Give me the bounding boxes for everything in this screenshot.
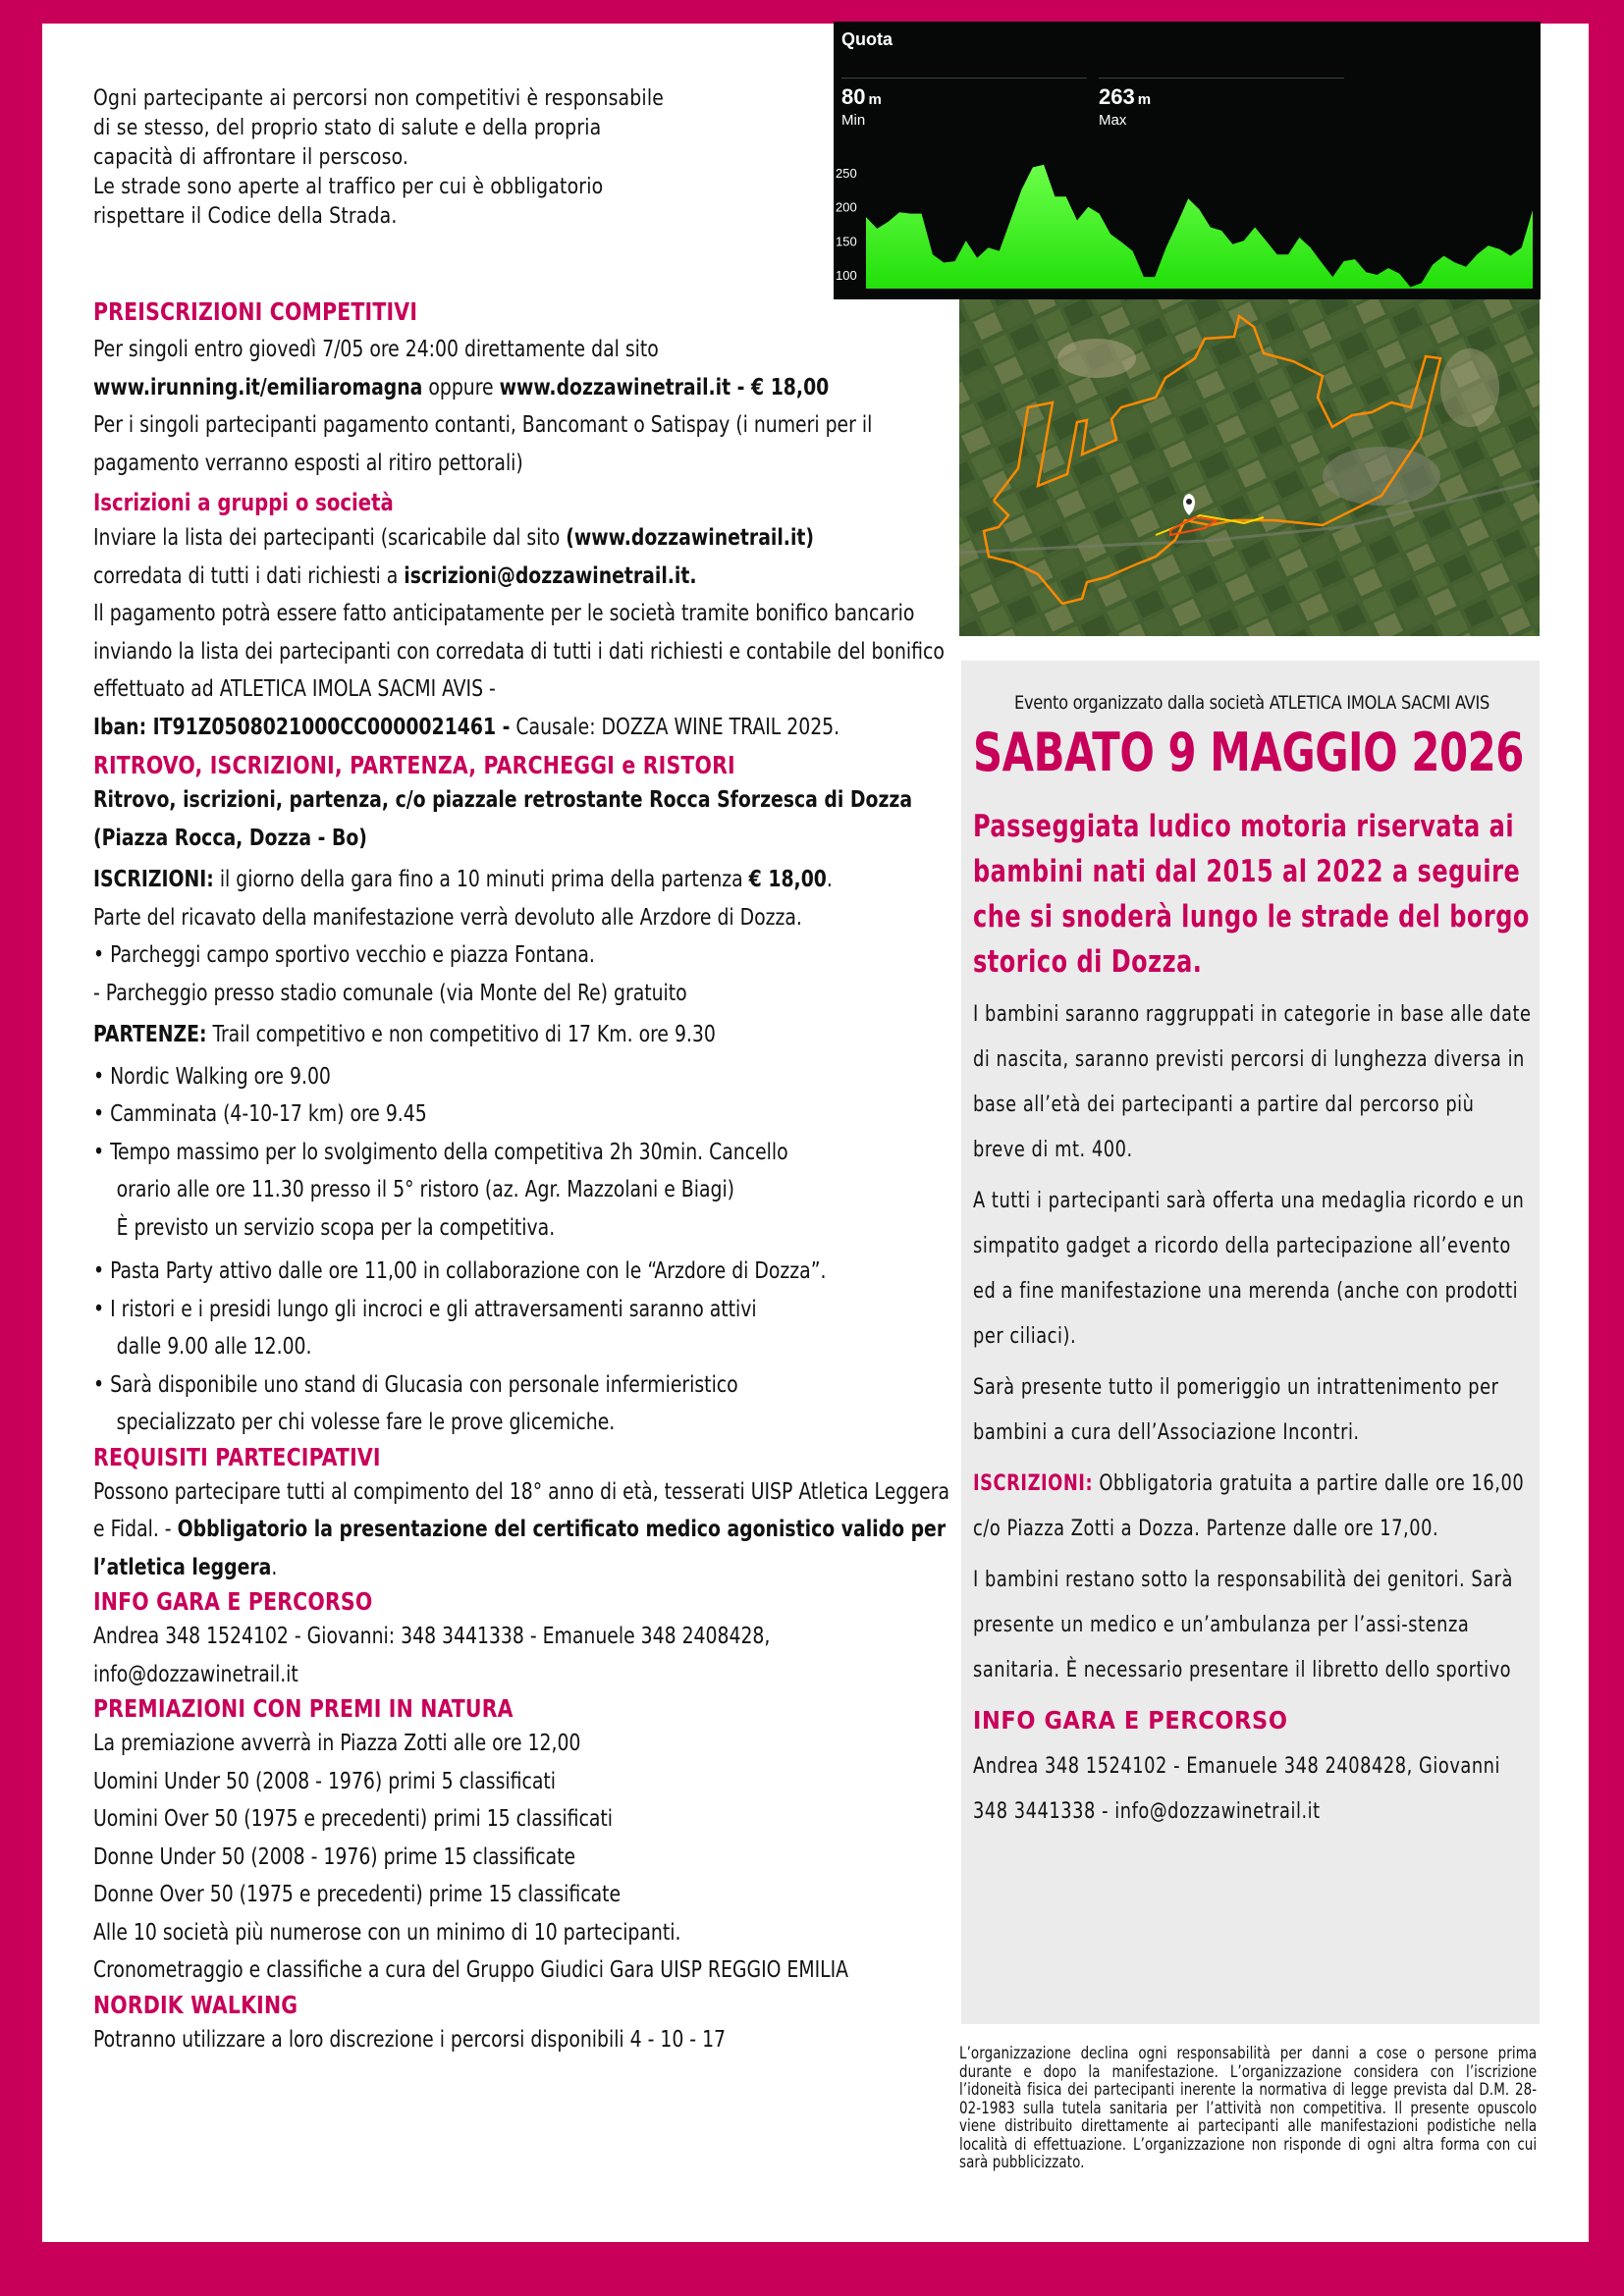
preiscrizioni-line-1: Per singoli entro giovedì 7/05 ore 24:00 direttamente dal sito xyxy=(93,337,659,362)
iscrizioni-price: € 18,00 xyxy=(748,867,827,892)
glucasia-line-1: • Sarà disponibile uno stand di Glucasia con personale infermieristico xyxy=(93,1371,738,1398)
max-value-number: 263 xyxy=(1099,84,1135,109)
kids-iscrizioni-label: ISCRIZIONI: xyxy=(973,1471,1094,1496)
premiazioni-line: Donne Over 50 (1975 e precedenti) prime 15 classificate xyxy=(93,1882,622,1907)
kids-paragraph-2: A tutti i partecipanti sarà offerta una medaglia ricordo e un simpatito gadget a ricordo della partecipazione all’evento ed a fine manifestazione una merenda (anche con prodotti per ciliaci). xyxy=(973,1189,1525,1349)
iban-line xyxy=(93,709,957,747)
max-value-unit: m xyxy=(1137,91,1152,108)
requisiti-text xyxy=(93,1473,957,1587)
tempo-line-3: È previsto un servizio scopa per la competitiva. xyxy=(116,1214,556,1241)
min-elevation-label: Min xyxy=(841,112,866,129)
kids-paragraph-3: Sarà presente tutto il pomeriggio un intrattenimento per bambini a cura dell’Associazione Incontri. xyxy=(973,1375,1499,1445)
iscrizioni-giorno-gara xyxy=(93,861,957,899)
gruppi-site-link[interactable]: (www.dozzawinetrail.it) xyxy=(566,525,815,551)
max-elevation-label: Max xyxy=(1099,112,1127,129)
route-map[interactable] xyxy=(959,299,1540,636)
requisiti-end: . xyxy=(271,1554,278,1580)
section-title-info-gara: INFO GARA E PERCORSO xyxy=(93,1587,373,1616)
event-date: SABATO 9 MAGGIO 2026 xyxy=(973,721,1524,783)
iscrizioni-text: il giorno della gara fino a 10 minuti prima della partenza xyxy=(213,867,749,892)
nordik-text: Potranno utilizzare a loro discrezione i percorsi disponibili 4 - 10 - 17 xyxy=(93,2026,727,2053)
elevation-chart xyxy=(834,22,1541,299)
y-tick-label: 200 xyxy=(836,199,857,215)
iscrizioni-email-link[interactable]: iscrizioni@dozzawinetrail.it. xyxy=(404,562,697,589)
gruppi-line-1 xyxy=(93,519,957,558)
info-gara-contacts: Andrea 348 1524102 - Giovanni: 348 3441338 - Emanuele 348 2408428, info@dozzawinetrail.it xyxy=(93,1624,771,1687)
bullet-tempo-massimo xyxy=(93,1134,957,1248)
kids-info-title: INFO GARA E PERCORSO xyxy=(973,1706,1288,1735)
ristori-line-2: dalle 9.00 alle 12.00. xyxy=(116,1334,312,1360)
kids-walk-lead: Passeggiata ludico motoria riservata ai bambini nati dal 2015 al 2022 a seguire che si snoderà lungo le strade del borgo storico di Dozza. xyxy=(973,809,1530,980)
irunning-link[interactable]: www.irunning.it/emiliaromagna xyxy=(93,374,423,400)
kids-iscrizioni-text: Obbligatoria gratuita a partire dalle ore 16,00 c/o Piazza Zotti a Dozza. Partenze dalle ore 17,00. xyxy=(973,1471,1525,1541)
premiazioni-line: La premiazione avverrà in Piazza Zotti alle ore 12,00 xyxy=(93,1731,581,1756)
partenze-label: PARTENZE: xyxy=(93,1022,207,1047)
causale-text: Causale: DOZZA WINE TRAIL 2025. xyxy=(510,714,840,740)
gruppi-text-b: corredata di tutti i dati richiesti a xyxy=(93,562,405,589)
min-value-number: 80 xyxy=(841,84,866,109)
oppure-text: oppure xyxy=(422,374,500,400)
kids-paragraph-4: I bambini restano sotto la responsabilità dei genitori. Sarà presente un medico e un’ambulanza per l’assi-stenza sanitaria. È necessario presentare il libretto dello sportivo xyxy=(973,1568,1513,1682)
y-tick-label: 100 xyxy=(836,268,857,283)
premiazioni-line: Donne Under 50 (2008 - 1976) prime 15 classificate xyxy=(93,1843,576,1870)
preiscrizioni-payment: Per i singoli partecipanti pagamento contanti, Bancomant o Satispay (i numeri per il pagamento verranno esposti al ritiro pettorali) xyxy=(93,412,873,476)
parcheggio-item-1: • Parcheggi campo sportivo vecchio e piazza Fontana. xyxy=(93,942,595,968)
intro-paragraph: Ogni partecipante ai percorsi non competitivi è responsabile di se stesso, del proprio stato di salute e della propria capacità di affrontare il perscoso. Le strade sono aperte al traffico per cui è obbligatorio rispettare il Codice della Strada. xyxy=(93,85,665,229)
glucasia-line-2: specializzato per chi volesse fare le prove glicemiche. xyxy=(116,1410,616,1435)
kids-info-contacts: Andrea 348 1524102 - Emanuele 348 2408428, Giovanni 348 3441338 - info@dozzawinetrail.it xyxy=(973,1754,1501,1824)
requisiti-plain: Possono partecipare tutti al compimento del 18° anno di età, tesserati UISP Atletica Leggera e Fidal. - xyxy=(93,1478,949,1542)
dozza-site-link[interactable]: www.dozzawinetrail.it - € 18,00 xyxy=(499,374,830,400)
section-title-gruppi: Iscrizioni a gruppi o società xyxy=(93,489,394,516)
tempo-line-2: orario alle ore 11.30 presso il 5° ristoro (az. Agr. Mazzolani e Biagi) xyxy=(116,1177,735,1202)
gruppi-payment: Il pagamento potrà essere fatto anticipatamente per le società tramite bonifico bancario inviando la lista dei partecipanti con corredata di tutti i dati richiesti e contabile del bonifico effettuato ad ATLETICA IMOLA SACMI AVIS - xyxy=(93,601,945,702)
bullet-glucasia xyxy=(93,1366,957,1442)
partenze-line xyxy=(93,1016,957,1054)
premiazioni-line: Cronometraggio e classifiche a cura del Gruppo Giudici Gara UISP REGGIO EMILIA xyxy=(93,1957,849,1983)
map-image xyxy=(959,299,1540,636)
requisiti-bold: Obbligatorio la presentazione del certificato medico agonistico valido per l’atletica leggera xyxy=(93,1517,947,1580)
partenze-text: Trail competitivo e non competitivo di 17 Km. ore 9.30 xyxy=(206,1022,716,1047)
kids-event-panel xyxy=(961,661,1540,2024)
disclaimer: L’organizzazione declina ogni responsabilità per danni a cose o persone prima durante e dopo la manifestazione. L’organizzazione considera con l’iscrizione l’idoneità fisica dei partecipanti inerente la normativa di legge prevista dal D.M. 28-02-1983 sulla tutela sanitaria per l’attività non competitiva. Il presente opuscolo viene distribuito direttamente ai partecipanti alle manifestazioni podistiche nella località di effettuazione. L’organizzazione non risponde di ogni altra forma con cui sarà pubblicizzato. xyxy=(959,2044,1538,2171)
kids-iscrizioni xyxy=(973,1462,1532,1552)
section-title-premiazioni: PREMIAZIONI CON PREMI IN NATURA xyxy=(93,1694,514,1723)
flyer-page xyxy=(42,24,1589,2242)
tempo-line-1: • Tempo massimo per lo svolgimento della competitiva 2h 30min. Cancello xyxy=(93,1139,788,1165)
premiazioni-line: Alle 10 società più numerose con un minimo di 10 partecipanti. xyxy=(93,1919,681,1946)
iban-value: Iban: IT91Z0508021000CC0000021461 - xyxy=(93,714,511,740)
section-title-requisiti: REQUISITI PARTECIPATIVI xyxy=(93,1442,381,1471)
left-column xyxy=(93,296,957,2058)
kids-paragraph-1: I bambini saranno raggruppati in categorie in base alle date di nascita, saranno previsti percorsi di lunghezza diversa in base all’età dei partecipanti a partire dal percorso più breve di mt. 400. xyxy=(973,1002,1532,1162)
bullet-camminata: • Camminata (4-10-17 km) ore 9.45 xyxy=(93,1101,427,1127)
iscrizioni-label: ISCRIZIONI: xyxy=(93,867,214,892)
section-title-nordik: NORDIK WALKING xyxy=(93,1990,298,2019)
section-title-preiscrizioni: PREISCRIZIONI COMPETITIVI xyxy=(93,297,418,326)
organizer-line: Evento organizzato dalla società ATLETICA IMOLA SACMI AVIS xyxy=(1014,692,1489,714)
min-value-unit: m xyxy=(868,91,882,108)
elevation-area xyxy=(866,165,1533,289)
gruppi-line-2 xyxy=(93,558,957,596)
bullet-nordic: • Nordic Walking ore 9.00 xyxy=(93,1063,331,1090)
gruppi-text-a: Inviare la lista dei partecipanti (scaricabile dal sito xyxy=(93,525,567,551)
preiscrizioni-links xyxy=(93,369,957,407)
ricavato-text: Parte del ricavato della manifestazione verrà devoluto alle Arzdore di Dozza. xyxy=(93,904,802,931)
bullet-ristori xyxy=(93,1291,957,1366)
section-title-ritrovo: RITROVO, ISCRIZIONI, PARTENZA, PARCHEGGI e RISTORI xyxy=(93,751,735,779)
premiazioni-line: Uomini Under 50 (2008 - 1976) primi 5 classificati xyxy=(93,1768,556,1794)
y-tick-label: 150 xyxy=(836,234,857,249)
parcheggio-item-2: - Parcheggio presso stadio comunale (via Monte del Re) gratuito xyxy=(93,980,687,1006)
elevation-plot xyxy=(834,22,1541,299)
y-tick-label: 250 xyxy=(836,166,857,181)
bullet-pasta-party: • Pasta Party attivo dalle ore 11,00 in collaborazione con le “Arzdore di Dozza”. xyxy=(93,1258,827,1284)
chart-title: Quota xyxy=(841,29,893,49)
iscrizioni-end: . xyxy=(826,867,833,892)
premiazioni-line: Uomini Over 50 (1975 e precedenti) primi 15 classificati xyxy=(93,1806,613,1832)
ritrovo-location: Ritrovo, iscrizioni, partenza, c/o piazzale retrostante Rocca Sforzesca di Dozza (Piazza Rocca, Dozza - Bo) xyxy=(93,787,913,851)
ristori-line-1: • I ristori e i presidi lungo gli incroci e gli attraversamenti saranno attivi xyxy=(93,1296,757,1322)
